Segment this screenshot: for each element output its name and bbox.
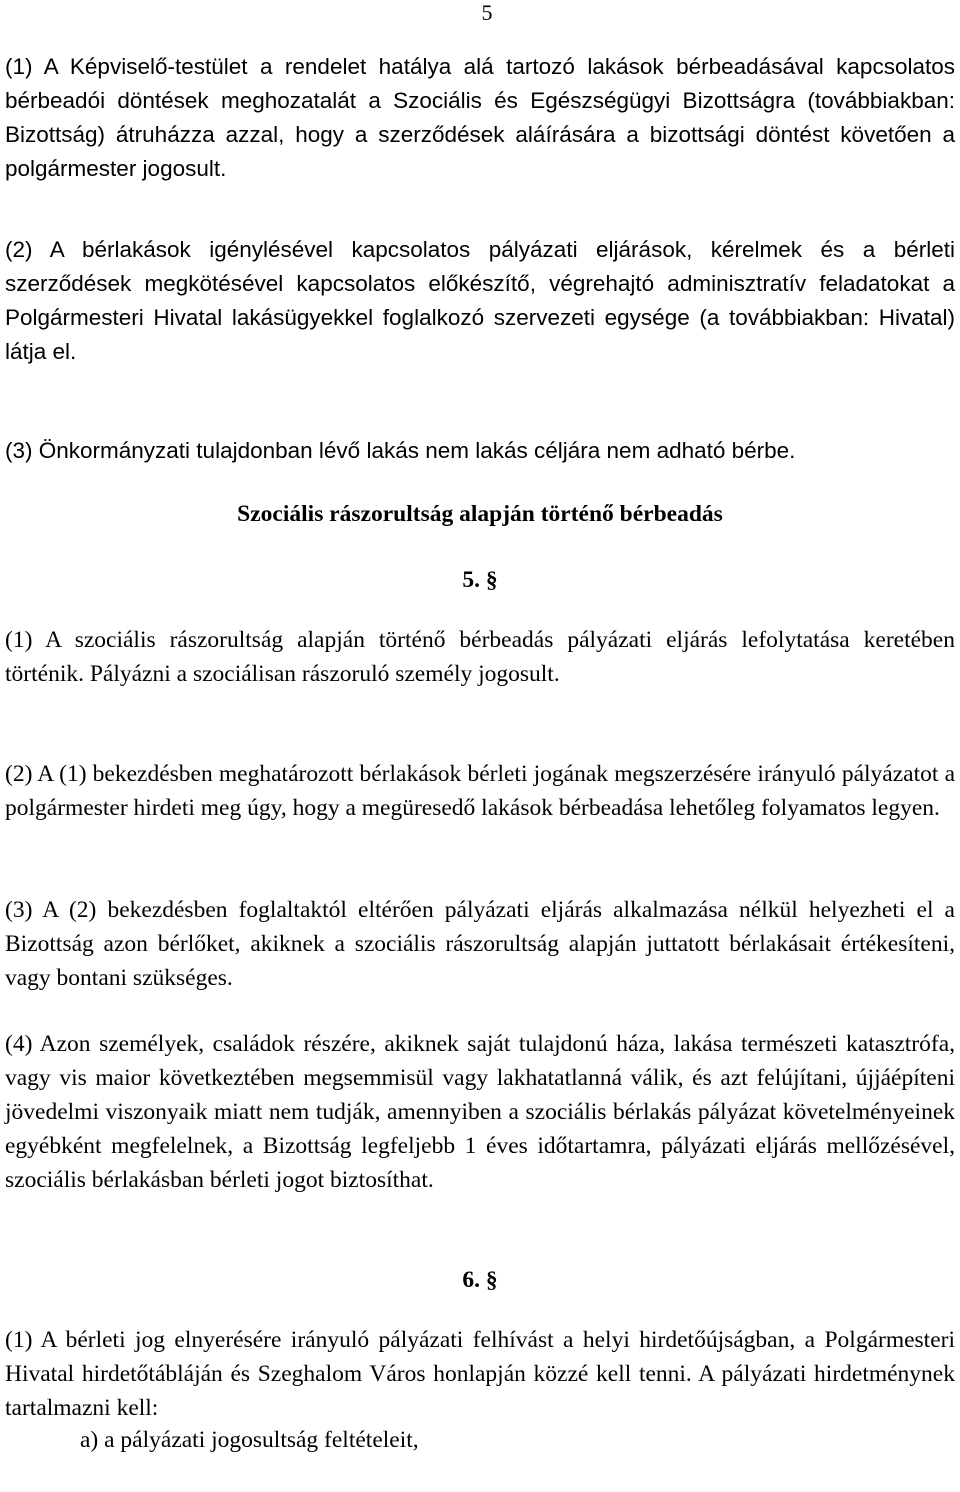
paragraph-4-3: (3) Önkormányzati tulajdonban lévő lakás nem lakás céljára nem adható bérbe. <box>5 438 796 463</box>
paragraph-5-2: (2) A (1) bekezdésben meghatározott bérlakások bérleti jogának megszerzésére irányuló pályázatot a polgármester hirdeti meg úgy, hogy a megüresedő lakások bérbeadása lehetőleg folyamatos legyen. <box>5 761 955 821</box>
paragraph-5-4: (4) Azon személyek, családok részére, akiknek saját tulajdonú háza, lakása természeti katasztrófa, vagy vis maior következtében megsemmisül vagy lakhatatlanná válik, és azt felújítani, újjáépíteni jövedelmi viszonyaik miatt nem tudják, amennyiben a szociális bérlakás pályázat követelményeinek egyébként megfelelnek, a Bizottság legfeljebb 1 éves időtartamra, pályázati eljárás mellőzésével, szociális bérlakásban bérleti jogot biztosíthat. <box>5 1031 955 1193</box>
list-item-a: a) a pályázati jogosultság feltételeit, <box>80 1427 419 1453</box>
section-number-6: 6. § <box>462 1267 498 1293</box>
page-number: 5 <box>481 0 493 25</box>
paragraph-5-1: (1) A szociális rászorultság alapján történő bérbeadás pályázati eljárás lefolytatása keretében történik. Pályázni a szociálisan rászoruló személy jogosult. <box>5 627 955 687</box>
section-heading: Szociális rászorultság alapján történő bérbeadás <box>237 501 723 527</box>
paragraph-4-1: (1) A Képviselő-testület a rendelet hatálya alá tartozó lakások bérbeadásával kapcsolatos bérbeadói döntések meghozatalát a Szociális és Egészségügyi Bizottságra (továbbiakban: Bizottság) átruházza azzal, hogy a szerződések aláírására a bizottsági döntést követően a polgármester jogosult. <box>5 54 955 181</box>
paragraph-6-1: (1) A bérleti jog elnyerésére irányuló pályázati felhívást a helyi hirdetőújságban, a Polgármesteri Hivatal hirdetőtábláján és Szeghalom Város honlapján közzé kell tenni. A pályázati hirdetménynek tartalmazni kell: <box>5 1327 955 1421</box>
paragraph-5-3: (3) A (2) bekezdésben foglaltaktól eltérően pályázati eljárás alkalmazása nélkül helyezheti el a Bizottság azon bérlőket, akiknek a szociális rászorultság alapján juttatott bérlakásait értékesíteni, vagy bontani szükséges. <box>5 897 955 991</box>
paragraph-4-2: (2) A bérlakások igénylésével kapcsolatos pályázati eljárások, kérelmek és a bérleti szerződések megkötésével kapcsolatos előkészítő, végrehajtó adminisztratív feladatokat a Polgármesteri Hivatal lakásügyekkel foglalkozó szervezeti egysége (a továbbiakban: Hivatal) látja el. <box>5 237 955 364</box>
section-number-5: 5. § <box>462 567 498 593</box>
